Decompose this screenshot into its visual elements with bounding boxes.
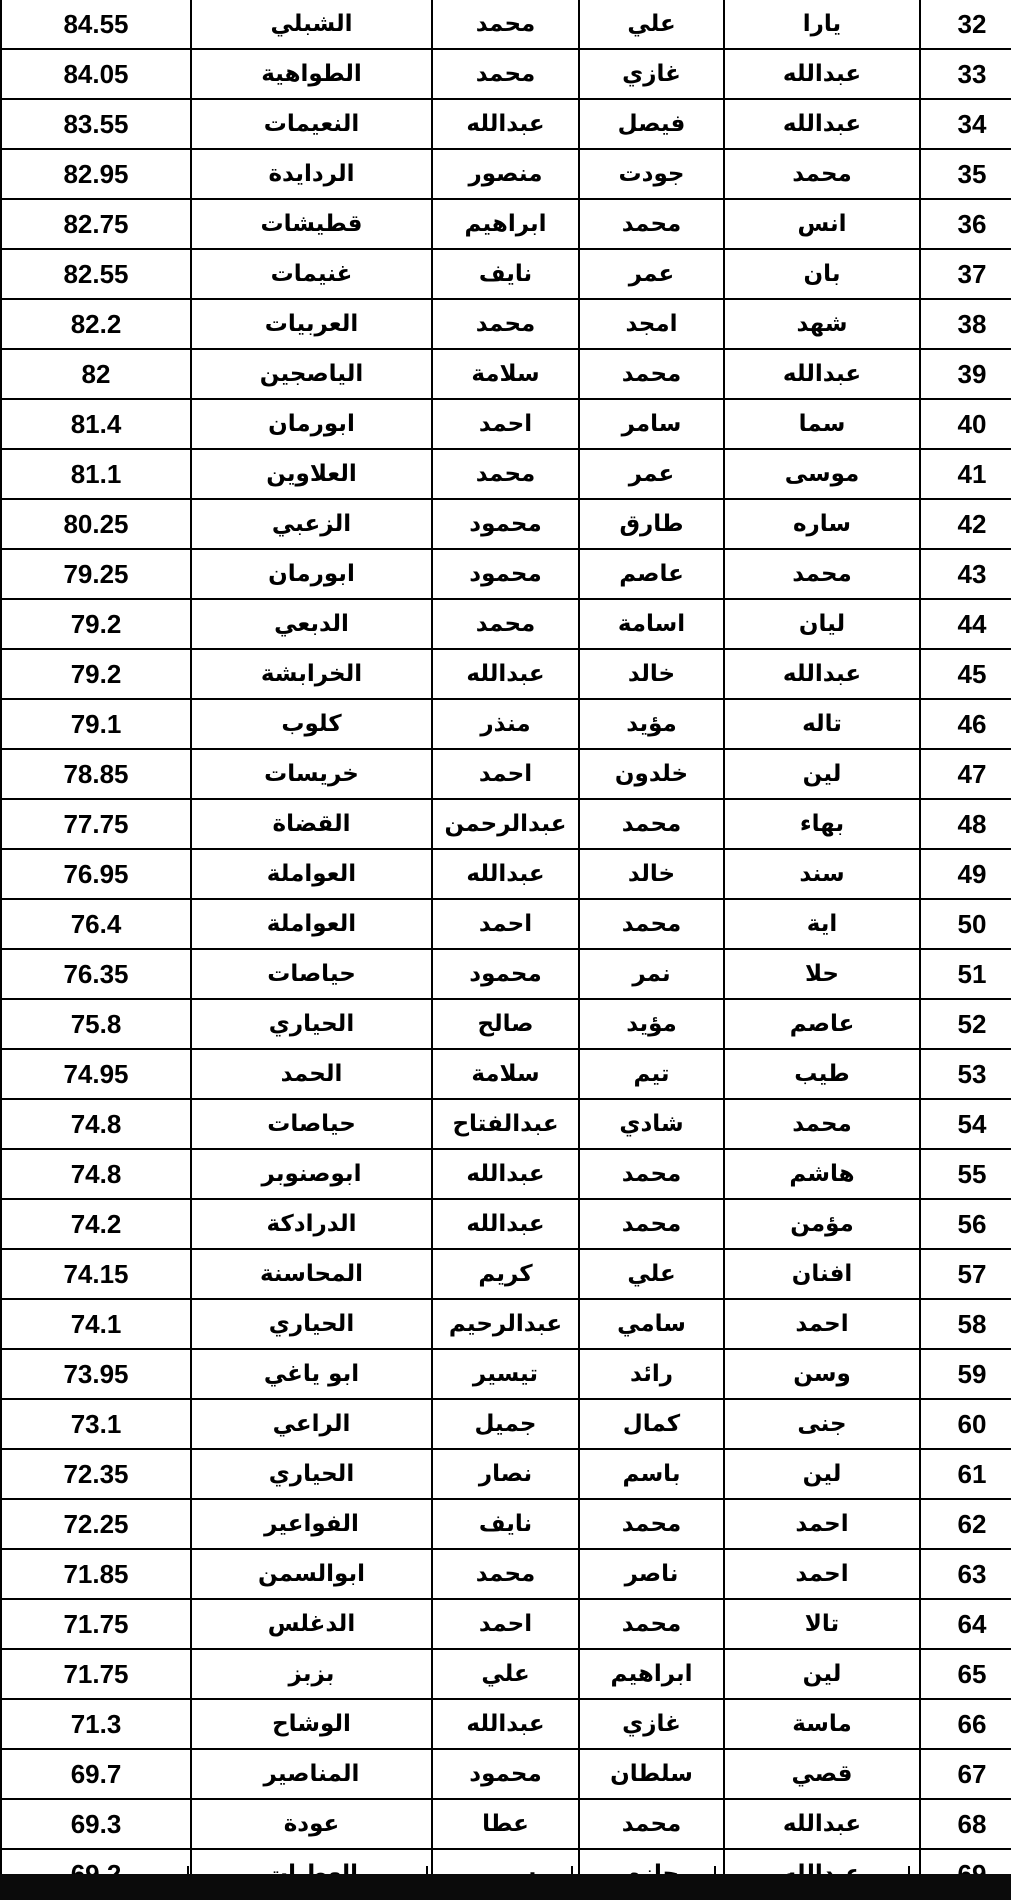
table-row	[1, 999, 1011, 1049]
first-name-cell: بهاء	[724, 799, 920, 849]
family-name-cell: العواملة	[191, 899, 432, 949]
table-row	[1, 649, 1011, 699]
table-row	[1, 849, 1011, 899]
family-name-cell: النعيمات	[191, 99, 432, 149]
father-name-cell: اسامة	[579, 599, 724, 649]
father-name-cell: تيم	[579, 1049, 724, 1099]
first-name-cell: جنى	[724, 1399, 920, 1449]
family-name-cell: بزبز	[191, 1649, 432, 1699]
first-name-cell: بان	[724, 249, 920, 299]
family-name-cell: الحياري	[191, 999, 432, 1049]
first-name-cell: عبدالله	[724, 1799, 920, 1849]
father-name-cell: امجد	[579, 299, 724, 349]
table-row	[1, 1749, 1011, 1799]
row-number-cell: 39	[920, 349, 1011, 399]
father-name-cell: عمر	[579, 449, 724, 499]
first-name-cell: شهد	[724, 299, 920, 349]
row-number-cell: 67	[920, 1749, 1011, 1799]
next-row-edge	[0, 1866, 1011, 1874]
father-name-cell: محمد	[579, 1499, 724, 1549]
score-cell: 81.4	[1, 399, 191, 449]
score-cell: 71.85	[1, 1549, 191, 1599]
grandfather-name-cell: احمد	[432, 399, 579, 449]
first-name-cell: موسى	[724, 449, 920, 499]
family-name-cell: الياصجين	[191, 349, 432, 399]
row-number-cell: 65	[920, 1649, 1011, 1699]
row-number-cell: 66	[920, 1699, 1011, 1749]
table-row	[1, 1799, 1011, 1849]
row-number-cell: 35	[920, 149, 1011, 199]
father-name-cell: رائد	[579, 1349, 724, 1399]
grandfather-name-cell: كريم	[432, 1249, 579, 1299]
grandfather-name-cell: صالح	[432, 999, 579, 1049]
row-number-cell: 34	[920, 99, 1011, 149]
row-number-cell: 61	[920, 1449, 1011, 1499]
score-cell: 76.35	[1, 949, 191, 999]
first-name-cell: لين	[724, 749, 920, 799]
table-row	[1, 1249, 1011, 1299]
family-name-cell: الحمد	[191, 1049, 432, 1099]
family-name-cell: الدغلس	[191, 1599, 432, 1649]
table-row	[1, 99, 1011, 149]
grandfather-name-cell: احمد	[432, 749, 579, 799]
grandfather-name-cell: نصار	[432, 1449, 579, 1499]
grandfather-name-cell: احمد	[432, 899, 579, 949]
score-cell: 80.25	[1, 499, 191, 549]
table-row	[1, 449, 1011, 499]
family-name-cell: ابورمان	[191, 549, 432, 599]
table-row	[1, 349, 1011, 399]
table-row	[1, 1299, 1011, 1349]
grandfather-name-cell: سلامة	[432, 349, 579, 399]
table-row	[1, 899, 1011, 949]
father-name-cell: شادي	[579, 1099, 724, 1149]
family-name-cell: عودة	[191, 1799, 432, 1849]
row-number-cell: 53	[920, 1049, 1011, 1099]
table-row	[1, 1499, 1011, 1549]
father-name-cell: مؤيد	[579, 999, 724, 1049]
grandfather-name-cell: منذر	[432, 699, 579, 749]
table-row	[1, 149, 1011, 199]
family-name-cell: ابو ياغي	[191, 1349, 432, 1399]
row-number-cell: 32	[920, 0, 1011, 49]
first-name-cell: وسن	[724, 1349, 920, 1399]
grandfather-name-cell: نايف	[432, 1499, 579, 1549]
first-name-cell: انس	[724, 199, 920, 249]
family-name-cell: ابوصنوبر	[191, 1149, 432, 1199]
table-row	[1, 1649, 1011, 1699]
table-row	[1, 499, 1011, 549]
row-number-cell: 42	[920, 499, 1011, 549]
table-row	[1, 1449, 1011, 1499]
family-name-cell: كلوب	[191, 699, 432, 749]
father-name-cell: غازي	[579, 1699, 724, 1749]
score-cell: 71.75	[1, 1599, 191, 1649]
table-row	[1, 1699, 1011, 1749]
row-number-cell: 37	[920, 249, 1011, 299]
father-name-cell: خلدون	[579, 749, 724, 799]
score-cell: 72.35	[1, 1449, 191, 1499]
family-name-cell: الشبلي	[191, 0, 432, 49]
father-name-cell: محمد	[579, 199, 724, 249]
family-name-cell: ابورمان	[191, 399, 432, 449]
score-cell: 74.1	[1, 1299, 191, 1349]
first-name-cell: عبدالله	[724, 649, 920, 699]
row-number-cell: 33	[920, 49, 1011, 99]
grandfather-name-cell: محمود	[432, 549, 579, 599]
father-name-cell: غازي	[579, 49, 724, 99]
row-number-cell: 59	[920, 1349, 1011, 1399]
table-row	[1, 1549, 1011, 1599]
first-name-cell: لين	[724, 1649, 920, 1699]
score-cell: 74.8	[1, 1149, 191, 1199]
score-cell: 82.55	[1, 249, 191, 299]
score-cell: 76.4	[1, 899, 191, 949]
grandfather-name-cell: احمد	[432, 1599, 579, 1649]
grandfather-name-cell: محمود	[432, 949, 579, 999]
table-row	[1, 1149, 1011, 1199]
family-name-cell: القضاة	[191, 799, 432, 849]
row-number-cell: 55	[920, 1149, 1011, 1199]
table-row	[1, 599, 1011, 649]
grandfather-name-cell: محمود	[432, 499, 579, 549]
father-name-cell: سامر	[579, 399, 724, 449]
family-name-cell: الزعبي	[191, 499, 432, 549]
row-number-cell: 62	[920, 1499, 1011, 1549]
row-number-cell: 58	[920, 1299, 1011, 1349]
results-table-body	[1, 0, 1011, 1899]
row-number-cell: 46	[920, 699, 1011, 749]
family-name-cell: الفواعير	[191, 1499, 432, 1549]
father-name-cell: طارق	[579, 499, 724, 549]
grandfather-name-cell: عبدالرحيم	[432, 1299, 579, 1349]
father-name-cell: محمد	[579, 1599, 724, 1649]
score-cell: 84.05	[1, 49, 191, 99]
father-name-cell: محمد	[579, 1199, 724, 1249]
family-name-cell: العلاوين	[191, 449, 432, 499]
score-cell: 73.95	[1, 1349, 191, 1399]
table-row	[1, 0, 1011, 49]
father-name-cell: محمد	[579, 899, 724, 949]
first-name-cell: مؤمن	[724, 1199, 920, 1249]
table-row	[1, 749, 1011, 799]
score-cell: 79.2	[1, 599, 191, 649]
father-name-cell: عاصم	[579, 549, 724, 599]
father-name-cell: خالد	[579, 649, 724, 699]
row-number-cell: 36	[920, 199, 1011, 249]
row-number-cell: 43	[920, 549, 1011, 599]
family-name-cell: حياصات	[191, 949, 432, 999]
grandfather-name-cell: عبدالفتاح	[432, 1099, 579, 1149]
column-divider	[571, 1866, 573, 1874]
row-number-cell: 56	[920, 1199, 1011, 1249]
first-name-cell: محمد	[724, 149, 920, 199]
father-name-cell: محمد	[579, 799, 724, 849]
grandfather-name-cell: عطا	[432, 1799, 579, 1849]
first-name-cell: ليان	[724, 599, 920, 649]
score-cell: 69.3	[1, 1799, 191, 1849]
row-number-cell: 47	[920, 749, 1011, 799]
first-name-cell: عاصم	[724, 999, 920, 1049]
family-name-cell: الخرابشة	[191, 649, 432, 699]
first-name-cell: قصي	[724, 1749, 920, 1799]
score-cell: 84.55	[1, 0, 191, 49]
father-name-cell: كمال	[579, 1399, 724, 1449]
table-row	[1, 949, 1011, 999]
row-number-cell: 63	[920, 1549, 1011, 1599]
father-name-cell: ابراهيم	[579, 1649, 724, 1699]
grandfather-name-cell: سلامة	[432, 1049, 579, 1099]
family-name-cell: المحاسنة	[191, 1249, 432, 1299]
score-cell: 71.3	[1, 1699, 191, 1749]
family-name-cell: الحياري	[191, 1299, 432, 1349]
score-cell: 73.1	[1, 1399, 191, 1449]
score-cell: 74.2	[1, 1199, 191, 1249]
father-name-cell: ناصر	[579, 1549, 724, 1599]
grandfather-name-cell: محمد	[432, 599, 579, 649]
father-name-cell: سامي	[579, 1299, 724, 1349]
family-name-cell: المناصير	[191, 1749, 432, 1799]
table-row	[1, 1199, 1011, 1249]
first-name-cell: تالا	[724, 1599, 920, 1649]
father-name-cell: فيصل	[579, 99, 724, 149]
row-number-cell: 68	[920, 1799, 1011, 1849]
first-name-cell: احمد	[724, 1499, 920, 1549]
father-name-cell: علي	[579, 0, 724, 49]
first-name-cell: عبدالله	[724, 49, 920, 99]
first-name-cell: يارا	[724, 0, 920, 49]
table-row	[1, 1349, 1011, 1399]
first-name-cell: افنان	[724, 1249, 920, 1299]
row-number-cell: 49	[920, 849, 1011, 899]
score-cell: 79.2	[1, 649, 191, 699]
grandfather-name-cell: عبدالله	[432, 1149, 579, 1199]
table-row	[1, 399, 1011, 449]
row-number-cell: 57	[920, 1249, 1011, 1299]
row-number-cell: 44	[920, 599, 1011, 649]
first-name-cell: هاشم	[724, 1149, 920, 1199]
score-cell: 74.15	[1, 1249, 191, 1299]
father-name-cell: علي	[579, 1249, 724, 1299]
family-name-cell: الدبعي	[191, 599, 432, 649]
father-name-cell: نمر	[579, 949, 724, 999]
family-name-cell: الحياري	[191, 1449, 432, 1499]
father-name-cell: جودت	[579, 149, 724, 199]
family-name-cell: حياصات	[191, 1099, 432, 1149]
first-name-cell: تاله	[724, 699, 920, 749]
row-number-cell: 52	[920, 999, 1011, 1049]
row-number-cell: 50	[920, 899, 1011, 949]
father-name-cell: باسم	[579, 1449, 724, 1499]
grandfather-name-cell: عبدالرحمن	[432, 799, 579, 849]
family-name-cell: العواملة	[191, 849, 432, 899]
grandfather-name-cell: محمود	[432, 1749, 579, 1799]
family-name-cell: الوشاح	[191, 1699, 432, 1749]
grandfather-name-cell: جميل	[432, 1399, 579, 1449]
score-cell: 77.75	[1, 799, 191, 849]
first-name-cell: محمد	[724, 549, 920, 599]
row-number-cell: 41	[920, 449, 1011, 499]
score-cell: 75.8	[1, 999, 191, 1049]
first-name-cell: حلا	[724, 949, 920, 999]
column-divider	[714, 1866, 716, 1874]
row-number-cell: 64	[920, 1599, 1011, 1649]
grandfather-name-cell: محمد	[432, 449, 579, 499]
score-cell: 79.25	[1, 549, 191, 599]
first-name-cell: سما	[724, 399, 920, 449]
family-name-cell: قطيشات	[191, 199, 432, 249]
row-number-cell: 45	[920, 649, 1011, 699]
first-name-cell: اية	[724, 899, 920, 949]
row-number-cell: 51	[920, 949, 1011, 999]
row-number-cell: 38	[920, 299, 1011, 349]
grandfather-name-cell: عبدالله	[432, 99, 579, 149]
score-cell: 72.25	[1, 1499, 191, 1549]
family-name-cell: الدرادكة	[191, 1199, 432, 1249]
family-name-cell: الطواهية	[191, 49, 432, 99]
score-cell: 81.1	[1, 449, 191, 499]
column-divider	[187, 1866, 189, 1874]
score-cell: 78.85	[1, 749, 191, 799]
grandfather-name-cell: عبدالله	[432, 1699, 579, 1749]
grandfather-name-cell: محمد	[432, 299, 579, 349]
first-name-cell: ماسة	[724, 1699, 920, 1749]
family-name-cell: خريسات	[191, 749, 432, 799]
first-name-cell: سند	[724, 849, 920, 899]
father-name-cell: محمد	[579, 1149, 724, 1199]
grandfather-name-cell: محمد	[432, 49, 579, 99]
grandfather-name-cell: نايف	[432, 249, 579, 299]
table-row	[1, 199, 1011, 249]
table-row	[1, 1599, 1011, 1649]
family-name-cell: الراعي	[191, 1399, 432, 1449]
score-cell: 79.1	[1, 699, 191, 749]
father-name-cell: محمد	[579, 349, 724, 399]
bottom-black-bar	[0, 1874, 1011, 1900]
father-name-cell: سلطان	[579, 1749, 724, 1799]
first-name-cell: عبدالله	[724, 349, 920, 399]
first-name-cell: احمد	[724, 1549, 920, 1599]
grandfather-name-cell: عبدالله	[432, 649, 579, 699]
father-name-cell: خالد	[579, 849, 724, 899]
father-name-cell: محمد	[579, 1799, 724, 1849]
column-divider	[908, 1866, 910, 1874]
grandfather-name-cell: ابراهيم	[432, 199, 579, 249]
row-number-cell: 60	[920, 1399, 1011, 1449]
column-divider	[426, 1866, 428, 1874]
score-cell: 82.75	[1, 199, 191, 249]
table-row	[1, 699, 1011, 749]
first-name-cell: محمد	[724, 1099, 920, 1149]
father-name-cell: عمر	[579, 249, 724, 299]
score-cell: 74.95	[1, 1049, 191, 1099]
score-cell: 82.2	[1, 299, 191, 349]
score-cell: 82.95	[1, 149, 191, 199]
first-name-cell: احمد	[724, 1299, 920, 1349]
score-cell: 83.55	[1, 99, 191, 149]
row-number-cell: 54	[920, 1099, 1011, 1149]
score-cell: 69.7	[1, 1749, 191, 1799]
first-name-cell: طيب	[724, 1049, 920, 1099]
family-name-cell: ابوالسمن	[191, 1549, 432, 1599]
family-name-cell: العربيات	[191, 299, 432, 349]
father-name-cell: مؤيد	[579, 699, 724, 749]
family-name-cell: الردايدة	[191, 149, 432, 199]
grandfather-name-cell: محمد	[432, 1549, 579, 1599]
grandfather-name-cell: محمد	[432, 0, 579, 49]
table-row	[1, 549, 1011, 599]
grandfather-name-cell: تيسير	[432, 1349, 579, 1399]
grandfather-name-cell: منصور	[432, 149, 579, 199]
row-number-cell: 48	[920, 799, 1011, 849]
table-row	[1, 49, 1011, 99]
first-name-cell: عبدالله	[724, 99, 920, 149]
first-name-cell: لين	[724, 1449, 920, 1499]
score-cell: 71.75	[1, 1649, 191, 1699]
grandfather-name-cell: عبدالله	[432, 849, 579, 899]
row-number-cell: 40	[920, 399, 1011, 449]
family-name-cell: غنيمات	[191, 249, 432, 299]
table-row	[1, 249, 1011, 299]
score-cell: 76.95	[1, 849, 191, 899]
table-row	[1, 299, 1011, 349]
table-row	[1, 1399, 1011, 1449]
score-cell: 82	[1, 349, 191, 399]
score-cell: 74.8	[1, 1099, 191, 1149]
table-row	[1, 1099, 1011, 1149]
grandfather-name-cell: عبدالله	[432, 1199, 579, 1249]
grandfather-name-cell: علي	[432, 1649, 579, 1699]
table-row	[1, 1049, 1011, 1099]
first-name-cell: ساره	[724, 499, 920, 549]
table-row	[1, 799, 1011, 849]
